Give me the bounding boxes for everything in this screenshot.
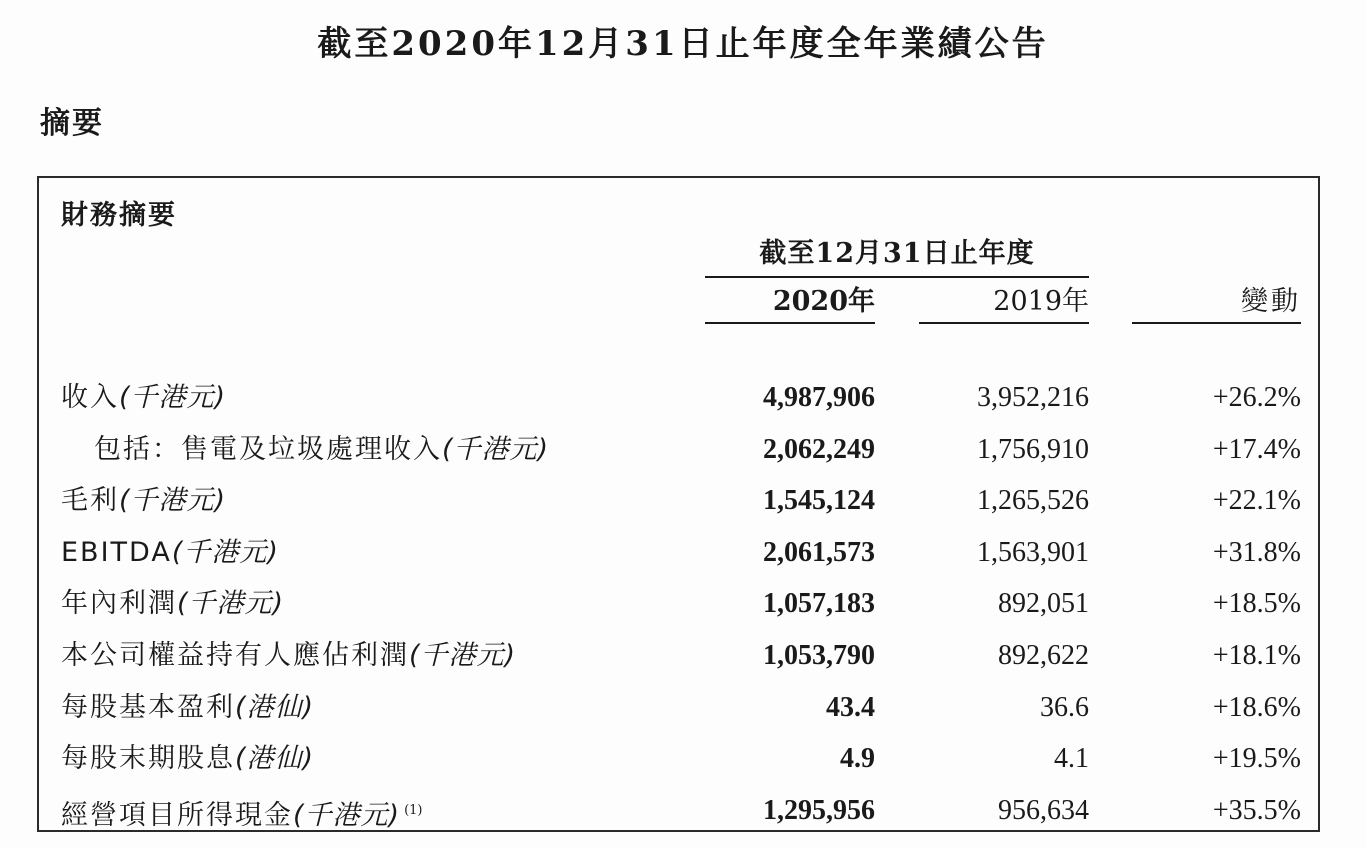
value-2019: 956,634 (998, 794, 1089, 826)
table-row (39, 475, 1318, 527)
table-row (39, 682, 1318, 734)
footnote-marker: (1) (404, 802, 423, 818)
value-2019: 892,051 (998, 588, 1089, 620)
value-2020: 4,987,906 (763, 382, 875, 413)
document-title: 截至2020年12月31日止年度全年業績公告 (317, 24, 1049, 64)
row-label: 包括：售電及垃圾處理收入(千港元) (94, 433, 550, 465)
row-label: 本公司權益持有人應佔利潤(千港元) (61, 640, 517, 671)
value-2019: 1,265,526 (977, 485, 1089, 517)
value-2020: 2,061,573 (763, 536, 875, 568)
row-label: 每股末期股息(港仙) (61, 743, 315, 775)
value-2020: 4.9 (840, 743, 875, 775)
value-2020: 43.4 (826, 691, 875, 723)
value-2019: 3,952,216 (977, 382, 1089, 413)
value-change: +19.5% (1212, 743, 1301, 775)
table-row (39, 527, 1318, 579)
value-2020: 1,057,183 (763, 588, 875, 620)
period-header: 截至12月31日止年度 (705, 236, 1089, 278)
financial-summary-box (37, 176, 1320, 832)
row-label: 毛利(千港元) (61, 485, 227, 517)
box-title: 財務摘要 (61, 200, 177, 231)
row-label: 年內利潤(千港元) (61, 588, 285, 620)
row-label: EBITDA(千港元) (61, 536, 279, 568)
table-row (39, 733, 1318, 785)
row-label: 每股基本盈利(港仙) (61, 691, 315, 723)
value-change: +26.2% (1212, 382, 1301, 413)
value-change: +17.4% (1212, 433, 1301, 465)
value-2020: 1,295,956 (763, 794, 875, 826)
value-change: +31.8% (1212, 536, 1301, 568)
value-change: +22.1% (1212, 485, 1301, 517)
column-header-2019: 2019年 (919, 282, 1089, 324)
table-row (39, 372, 1318, 424)
table-row (39, 424, 1318, 476)
value-change: +35.5% (1212, 794, 1301, 826)
value-2020: 2,062,249 (763, 433, 875, 465)
value-2019: 4.1 (1054, 743, 1089, 775)
table-row (39, 630, 1318, 682)
value-2019: 1,756,910 (977, 433, 1089, 465)
value-2020: 1,053,790 (763, 640, 875, 671)
column-header-change: 變動 (1132, 282, 1301, 324)
value-2020: 1,545,124 (763, 485, 875, 517)
value-change: +18.6% (1212, 691, 1301, 723)
table-row (39, 578, 1318, 630)
table-row (39, 785, 1318, 837)
section-heading: 摘要 (40, 106, 104, 141)
value-2019: 36.6 (1040, 691, 1089, 723)
row-label: 經營項目所得現金(千港元) $^{(1)}$ (61, 799, 423, 831)
value-change: +18.5% (1212, 588, 1301, 620)
row-label: 收入(千港元) (61, 382, 227, 413)
column-header-2020: 2020年 (705, 282, 875, 324)
value-2019: 892,622 (998, 640, 1089, 671)
value-change: +18.1% (1212, 640, 1301, 671)
value-2019: 1,563,901 (977, 536, 1089, 568)
